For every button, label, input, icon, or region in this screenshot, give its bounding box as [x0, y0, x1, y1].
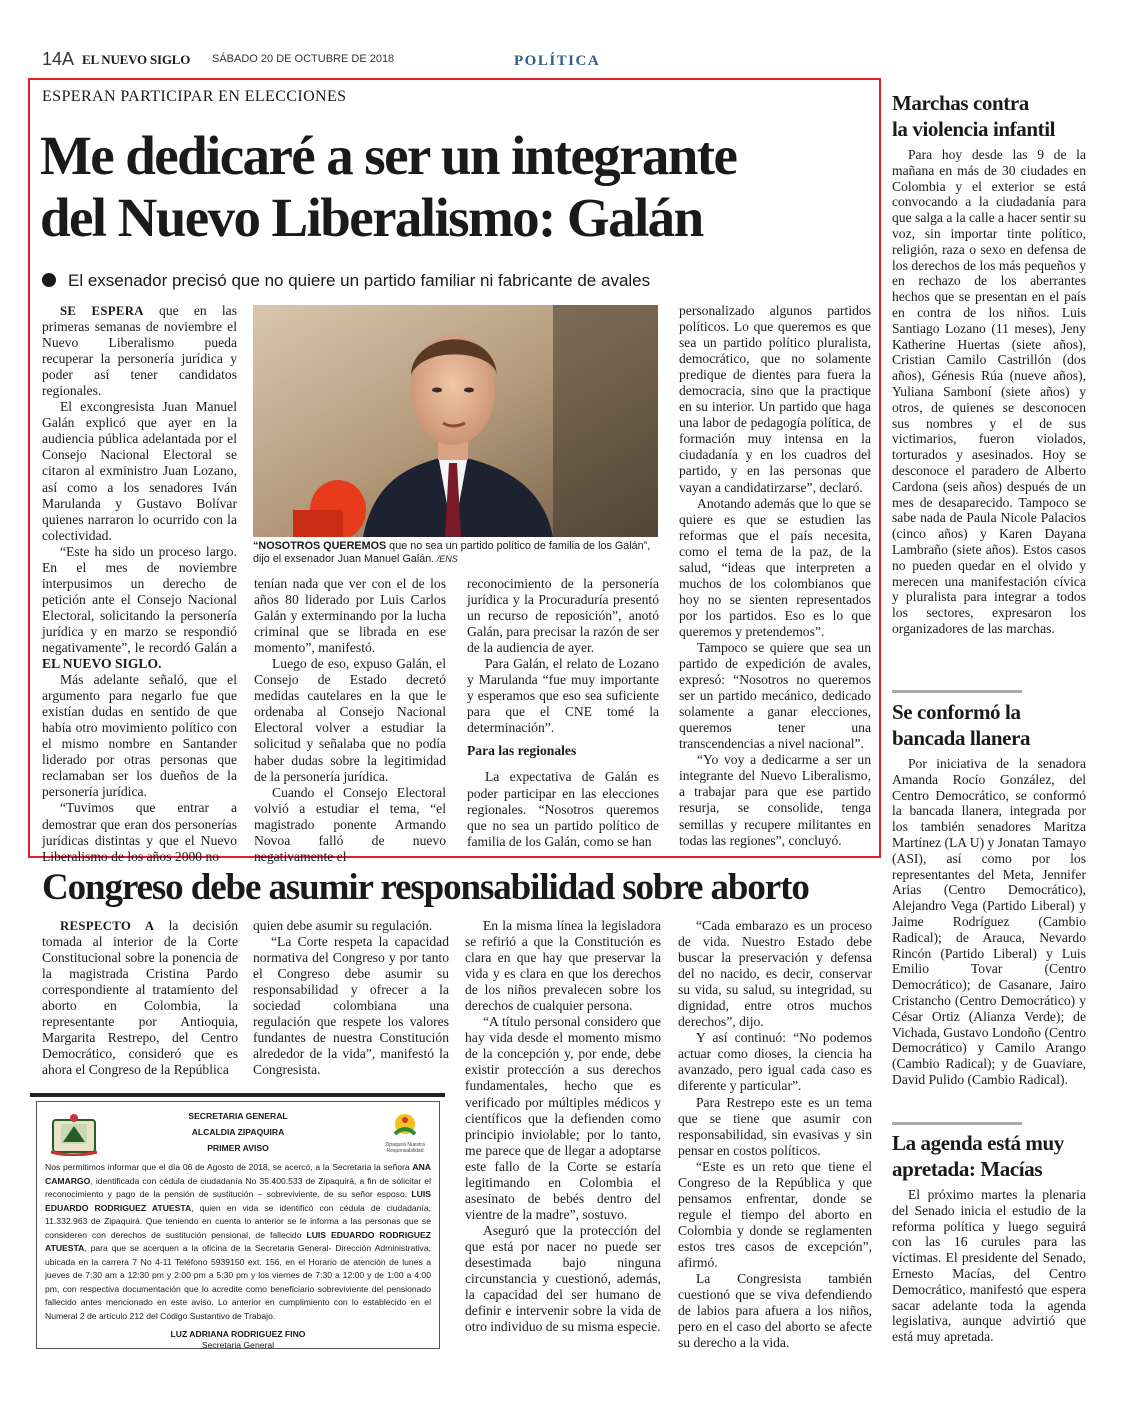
paper-name: EL NUEVO SIGLO [82, 52, 191, 67]
main-col4-paragraph: personalizado algunos partidos políticos. Lo que queremos es que sea un partido político pluralista, democrático, que no solamente predique de dientes para fuera la democracia, sino que la practique en su interior. Un partido que haga una labor de pedagogía política, de formación muy intensa en la ciudadanía y en los cuadros del partido, y en las personas que vayan a candidatirzarse”, declaró. [679, 303, 871, 495]
zipaquira-logo-label: Zipaquirá Nuestra Responsabilidad [385, 1142, 425, 1154]
main-col3-paragraph: reconocimiento de la personería jurídica y la Procuraduría presentó un recurso de reposición”, anotó Galán, para precisar la razón de ser de la audiencia de ayer. [467, 576, 659, 656]
second-col4-paragraph: Y así continuó: “No podemos actuar como dioses, la ciencia ha avanzado, pero igual cada caso es diferente y particular”. [678, 1030, 872, 1094]
main-subtitle-text: El exsenador precisó que no quiere un partido familiar ni fabricante de avales [68, 271, 651, 290]
main-col1-paragraph: Más adelante señaló, que el argumento para negarlo fue que existían dudas en sentido de que había otro movimiento político con el mismo nombre en Santander liderado por otras personas que reclamaban ser los dueños de la personería jurídica. [42, 672, 237, 800]
notice-deceased: LUIS EDUARDO RODRIGUEZ ATUESTA [45, 1229, 431, 1253]
main-col2-paragraph: tenían nada que ver con el de los años 80 liderado por Luis Carlos Galán y exterminando por la lucha criminal que se librada en ese momento”, manifestó. [254, 576, 446, 656]
issue-date: SÁBADO 20 DE OCTUBRE DE 2018 [212, 53, 395, 65]
second-column-2 [253, 918, 449, 1078]
zipaquira-coat-of-arms-icon [49, 1112, 99, 1156]
second-col4-paragraph: “Cada embarazo es un proceso de vida. Nuestro Estado debe buscar la preservación y defensa del no nacido, es decir, conservar su vida, su salud, su integridad, su dignidad, entre otros muchos derechos”, dijo. [678, 918, 872, 1030]
brief-2-body: Por iniciativa de la senadora Amanda Rocío González, del Centro Democrático, se conformó la bancada llanera, integrada por los también senadores Maritza Martínez (LA U) y Jonatan Tamayo (ASI), así como por los representantes del Meta, Jennifer Arias (Centro Democrático), Alejandro Vega (Partido Liberal) y Jaime Rodríguez (Cambio Radical); de Arauca, Nevardo Rincón (Partido Liberal) y Luis Emilio Tovar (Centro Democrático); de Casanare, Jairo Cristancho (Centro Democrático) y César Ortiz (Alianza Verde); de Vichada, Gustavo Londoño (Centro Democrático) y Camilo Arango (Cambio Radical); y de Guaviare, David Pulido (Cambio Radical). [892, 756, 1086, 1087]
brief-3-title: La agenda está muy apretada: Macías [892, 1131, 1064, 1181]
second-col3-paragraph: “A título personal considero que hay vida desde el momento mismo de la concepción y, por ende, debe existir protección a sus derechos fundamentales, hecho que es verificado por múltiples médicos y científicos que la defienden como principio inviolable; por lo tanto, me parece que de llegar a adoptarse este fallo de la Corte se estaría legitimando en Colombia el asesinato de bebés dentro del vientre de la madre”, sostuvo. [465, 1014, 661, 1222]
sidebar-divider [892, 690, 1022, 693]
main-column-4 [679, 303, 871, 849]
second-column-3 [465, 918, 661, 1335]
bullet-icon [42, 273, 56, 287]
main-col4-paragraph: Anotando además que lo que se quiere es que se estudien las reformas que el país necesita, como el tema de la paz, de la salud, “ideas que interpreten a muchos de los colombianos que hoy no se sienten representados por los partidos. Eso es lo que queremos y pretendemos”. [679, 495, 871, 639]
brief-3-body: El próximo martes la plenaria del Senado inicia el estudio de la reforma política y luego seguirá con las 16 curules para las víctimas. El presidente del Senado, Ernesto Macías, del Centro Democrático, manifestó que espera sacar adelante toda la agenda legislativa, aunque advirtió que está muy apretada. [892, 1187, 1086, 1345]
second-col3-paragraph: Aseguró que la protección del que está por nacer no puede ser desestimada bajo ninguna circunstancia y cuestionó, además, la capacidad del ser humano de definir e intervenir sobre la vida de otro individuo de su misma especie. [465, 1222, 661, 1335]
main-col4-paragraph: “Yo voy a dedicarme a ser un integrante del Nuevo Liberalismo, a trabajar para que ese partido resurja, se consolide, tenga semillas y recupere militantes en todas las regiones”, concluyó. [679, 752, 871, 848]
notice-deceased: LUIS EDUARDO RODRIGUEZ ATUESTA [45, 1189, 431, 1213]
sidebar-brief-3 [892, 1130, 1086, 1345]
main-kicker: ESPERAN PARTICIPAR EN ELECCIONES [42, 88, 347, 105]
main-headline-line1: Me dedicaré a ser un integrante [40, 125, 737, 186]
main-subtitle [42, 271, 872, 291]
main-col2-paragraph: Luego de eso, expuso Galán, el Consejo de Estado decretó medidas cautelares en la que le ordenaba al Consejo Nacional Electoral volver a estudiar la solicitud y señalaba que no podía haber dudas sobre la legitimidad de la personería jurídica. [254, 656, 446, 784]
sidebar-brief-1 [892, 90, 1086, 637]
legal-notice [36, 1101, 440, 1349]
caption-text: que no sea un partido político de familia de los Galán”, dijo el exsenador Juan Manuel Galán. [253, 540, 651, 566]
sidebar-brief-2 [892, 699, 1086, 1088]
notice-heading-2: ALCALDIA ZIPAQUIRA [191, 1127, 285, 1137]
caption-lead: “NOSOTROS QUEREMOS [253, 540, 387, 552]
notice-signer: LUZ ADRIANA RODRIGUEZ FINO [170, 1329, 306, 1339]
notice-claimant: ANA CAMARGO [45, 1162, 431, 1186]
second-col1-paragraph: RESPECTO A la decisión tomada al interior de la Corte Constitucional sobre la ponencia de la magistrada Cristina Pardo correspondiente al tratamiento del aborto en Colombia, la representante por Antioquia, Margarita Restrepo, del Centro Democrático, consideró que es ahora el Congreso de la República [42, 918, 238, 1078]
notice-signature [45, 1329, 431, 1351]
main-column-2 [254, 576, 446, 865]
main-col1-paragraph: “Tuvimos que entrar a demostrar que eran dos personerías jurídicas distintas y que el Nuevo Liberalismo de los años 2000 no [42, 800, 237, 864]
notice-signer-role: Secretaria General [201, 1340, 275, 1350]
brief-1-title: Marchas contra la violencia infantil [892, 91, 1056, 141]
second-col3-paragraph: En la misma línea la legisladora se refirió a que la Constitución es clara en que hay que preservar la vida y es clara en que los derechos de los niños prevalecen sobre los derechos de cualquier persona. [465, 918, 661, 1014]
caption-credit: /ENS [434, 554, 458, 565]
zipaquira-logo-icon [387, 1112, 423, 1142]
main-col1-paragraph: El excongresista Juan Manuel Galán explicó que ayer en la audiencia pública adelantada por el Consejo Nacional Electoral se citaron al exministro Juan Lozano, así como a los senadores Iván Marulanda y Gustavo Bolívar quienes narraron lo ocurrido con la colectividad. [42, 399, 237, 543]
notice-heading-3: PRIMER AVISO [207, 1143, 269, 1153]
photo-caption [253, 540, 658, 567]
second-headline: Congreso debe asumir responsabilidad sobre aborto [42, 867, 809, 908]
notice-top-rule [30, 1093, 445, 1097]
page-number: 14A [42, 49, 75, 69]
second-lead-in: RESPECTO A [60, 919, 155, 933]
second-col2-paragraph: “La Corte respeta la capacidad normativa del Congreso y por tanto el Congreso debe asumir su responsabilidad y ofrecer a la sociedad colombiana una regulación que respete los valores fundantes de nuestra Constitución alrededor de la vida”, manifestó la Congresista. [253, 934, 449, 1078]
main-col3-paragraph: Para Galán, el relato de Lozano y Marulanda “fue muy importante y esperamos que eso sea suficiente para que el CNE tomé la determinación”. [467, 656, 659, 736]
notice-heading [45, 1108, 431, 1156]
main-photo [253, 305, 658, 537]
second-column-1 [42, 918, 238, 1078]
main-col2-paragraph: Cuando el Consejo Electoral volvió a estudiar el tema, “el magistrado ponente Armando Novoa falló de nuevo negativamente el [254, 784, 446, 864]
sidebar-divider [892, 1122, 1022, 1125]
second-col4-paragraph: “Este es un reto que tiene el Congreso de la República y que pensamos enfrentar, donde se regule el tiempo del aborto en Colombia y donde se reglamenten estos tres casos de excepción”, afirmó. [678, 1158, 872, 1270]
main-lead-in: SE ESPERA [60, 304, 144, 318]
main-col1-paragraph: SE ESPERA que en las primeras semanas de noviembre el Nuevo Liberalismo pueda recuperar la personería jurídica y poder así tener candidatos regionales. [42, 303, 237, 399]
second-col4-paragraph: Para Restrepo este es un tema que se tiene que asumir con responsabilidad, sin evasivas y sin pensar en costos políticos. [678, 1094, 872, 1158]
main-col4-paragraph: Tampoco se quiere que sea un partido de expedición de avales, expresó: “Nosotros no queremos ser un partido mecánico, dedicado solamente a ganar elecciones, queremos tener una transcendencias a nivel nacional”. [679, 639, 871, 752]
paper-mention: EL NUEVO SIGLO. [42, 656, 162, 672]
main-headline-line2: del Nuevo Liberalismo: Galán [40, 187, 703, 248]
main-column-3 [467, 576, 659, 850]
main-col3-paragraph: La expectativa de Galán es poder participar en las elecciones regionales. “Nosotros queremos que no sea un partido político de familia de los Galán, como se han [467, 769, 659, 849]
brief-1-body: Para hoy desde las 9 de la mañana en más de 30 ciudades en Colombia y el exterior se está convocando a la ciudadanía para que salga a la calle a hacer sentir su voz, sin importar tinte político, religión, raza o sexo en defensa de los derechos de los más pequeños y en rechazo de los aberrantes hechos que se presentan en el país en contra de los niños. Luis Santiago Lozano (11 meses), Jeny Katherine Huertas (siete años), Cristian Camilo Castrillón (dos años), Génesis Rúa (nueve años), Yuliana Samboní (siete años) y otros, de quienes se desconocen sus nombres y el de sus victimarios, fueron violados, torturados y asesinados. Hoy se desconoce el paradero de Alberto Cardona (seis años) después de un mes de desaparecido. Tampoco se sabe nada de Paula Nicole Palacios (cinco años) y Karen Dayana Lambraño (siete años). Estos casos no pueden quedar en el olvido y merecen una manifestación cívica y pluralista para integrar a todos los sectores, expresaron los organizadores de las marchas. [892, 147, 1086, 636]
main-subhead: Para las regionales [467, 743, 577, 759]
brief-2-title: Se conformó la bancada llanera [892, 700, 1031, 750]
main-headline [40, 125, 870, 249]
page-header [42, 48, 1086, 72]
second-column-4 [678, 918, 872, 1351]
second-col4-paragraph: La Congresista también cuestionó que se viva defendiendo de labios para afuera a los niños, pero en el caso del aborto se afecte su derecho a la vida. [678, 1271, 872, 1351]
second-col2-paragraph: quien debe asumir su regulación. [253, 918, 433, 933]
main-col1-paragraph: “Este ha sido un proceso largo. En el mes de noviembre interpusimos un derecho de petición ante el Consejo Nacional Electoral, solicitando la personería jurídica y en marzo se respondió negativamente”, le recordó Galán a EL NUEVO SIGLO. [42, 543, 237, 672]
main-column-1 [42, 303, 237, 865]
section-label: POLÍTICA [514, 53, 601, 69]
notice-heading-1: SECRETARIA GENERAL [188, 1111, 288, 1121]
galan-portrait-illustration [253, 305, 658, 537]
notice-body: Nos permitimos informar que el día 06 de Agosto de 2018, se acercó, a la Secretaria la señora ANA CAMARGO, identificada con cédula de ciudadanía No 35.400.533 de Zipaquirá, a fin de solicitar el reconocimiento y pago de la pensión de sustitución – sobreviviente, de su señor esposo, LUIS EDUARDO RODRIGUEZ ATUESTA, quien en vida se identificó con cédula de ciudadanía, 11.332.963 de Zipaquirá. Que teniendo en cuenta lo anterior se le informa a las personas que se consideren con derechos de sustitución pensional, de fallecido LUIS EDUARDO RODRIGUEZ ATUESTA, para que se acerquen a la oficina de la Secretaria General- Dirección Administrativa, ubicada en la carrera 7 No 4-11 Teléfono 5939150 ext. 156, en el Horario de atención de lunes a jueves de 7:30 am a 12:30 pm y 2:00 pm a 5:30 pm y los viernes de 7:30 a 12:00 y de 1:00 a 4:00 pm, con respectiva documentación que lo acredite como beneficiario sobreviviente del pensionado fallecido antes mencionado en este aviso. Lo anterior en cumplimiento con lo establecido en el Numeral 2 de artículo 212 del Código Sustantivo de Trabajo. [45, 1162, 431, 1321]
